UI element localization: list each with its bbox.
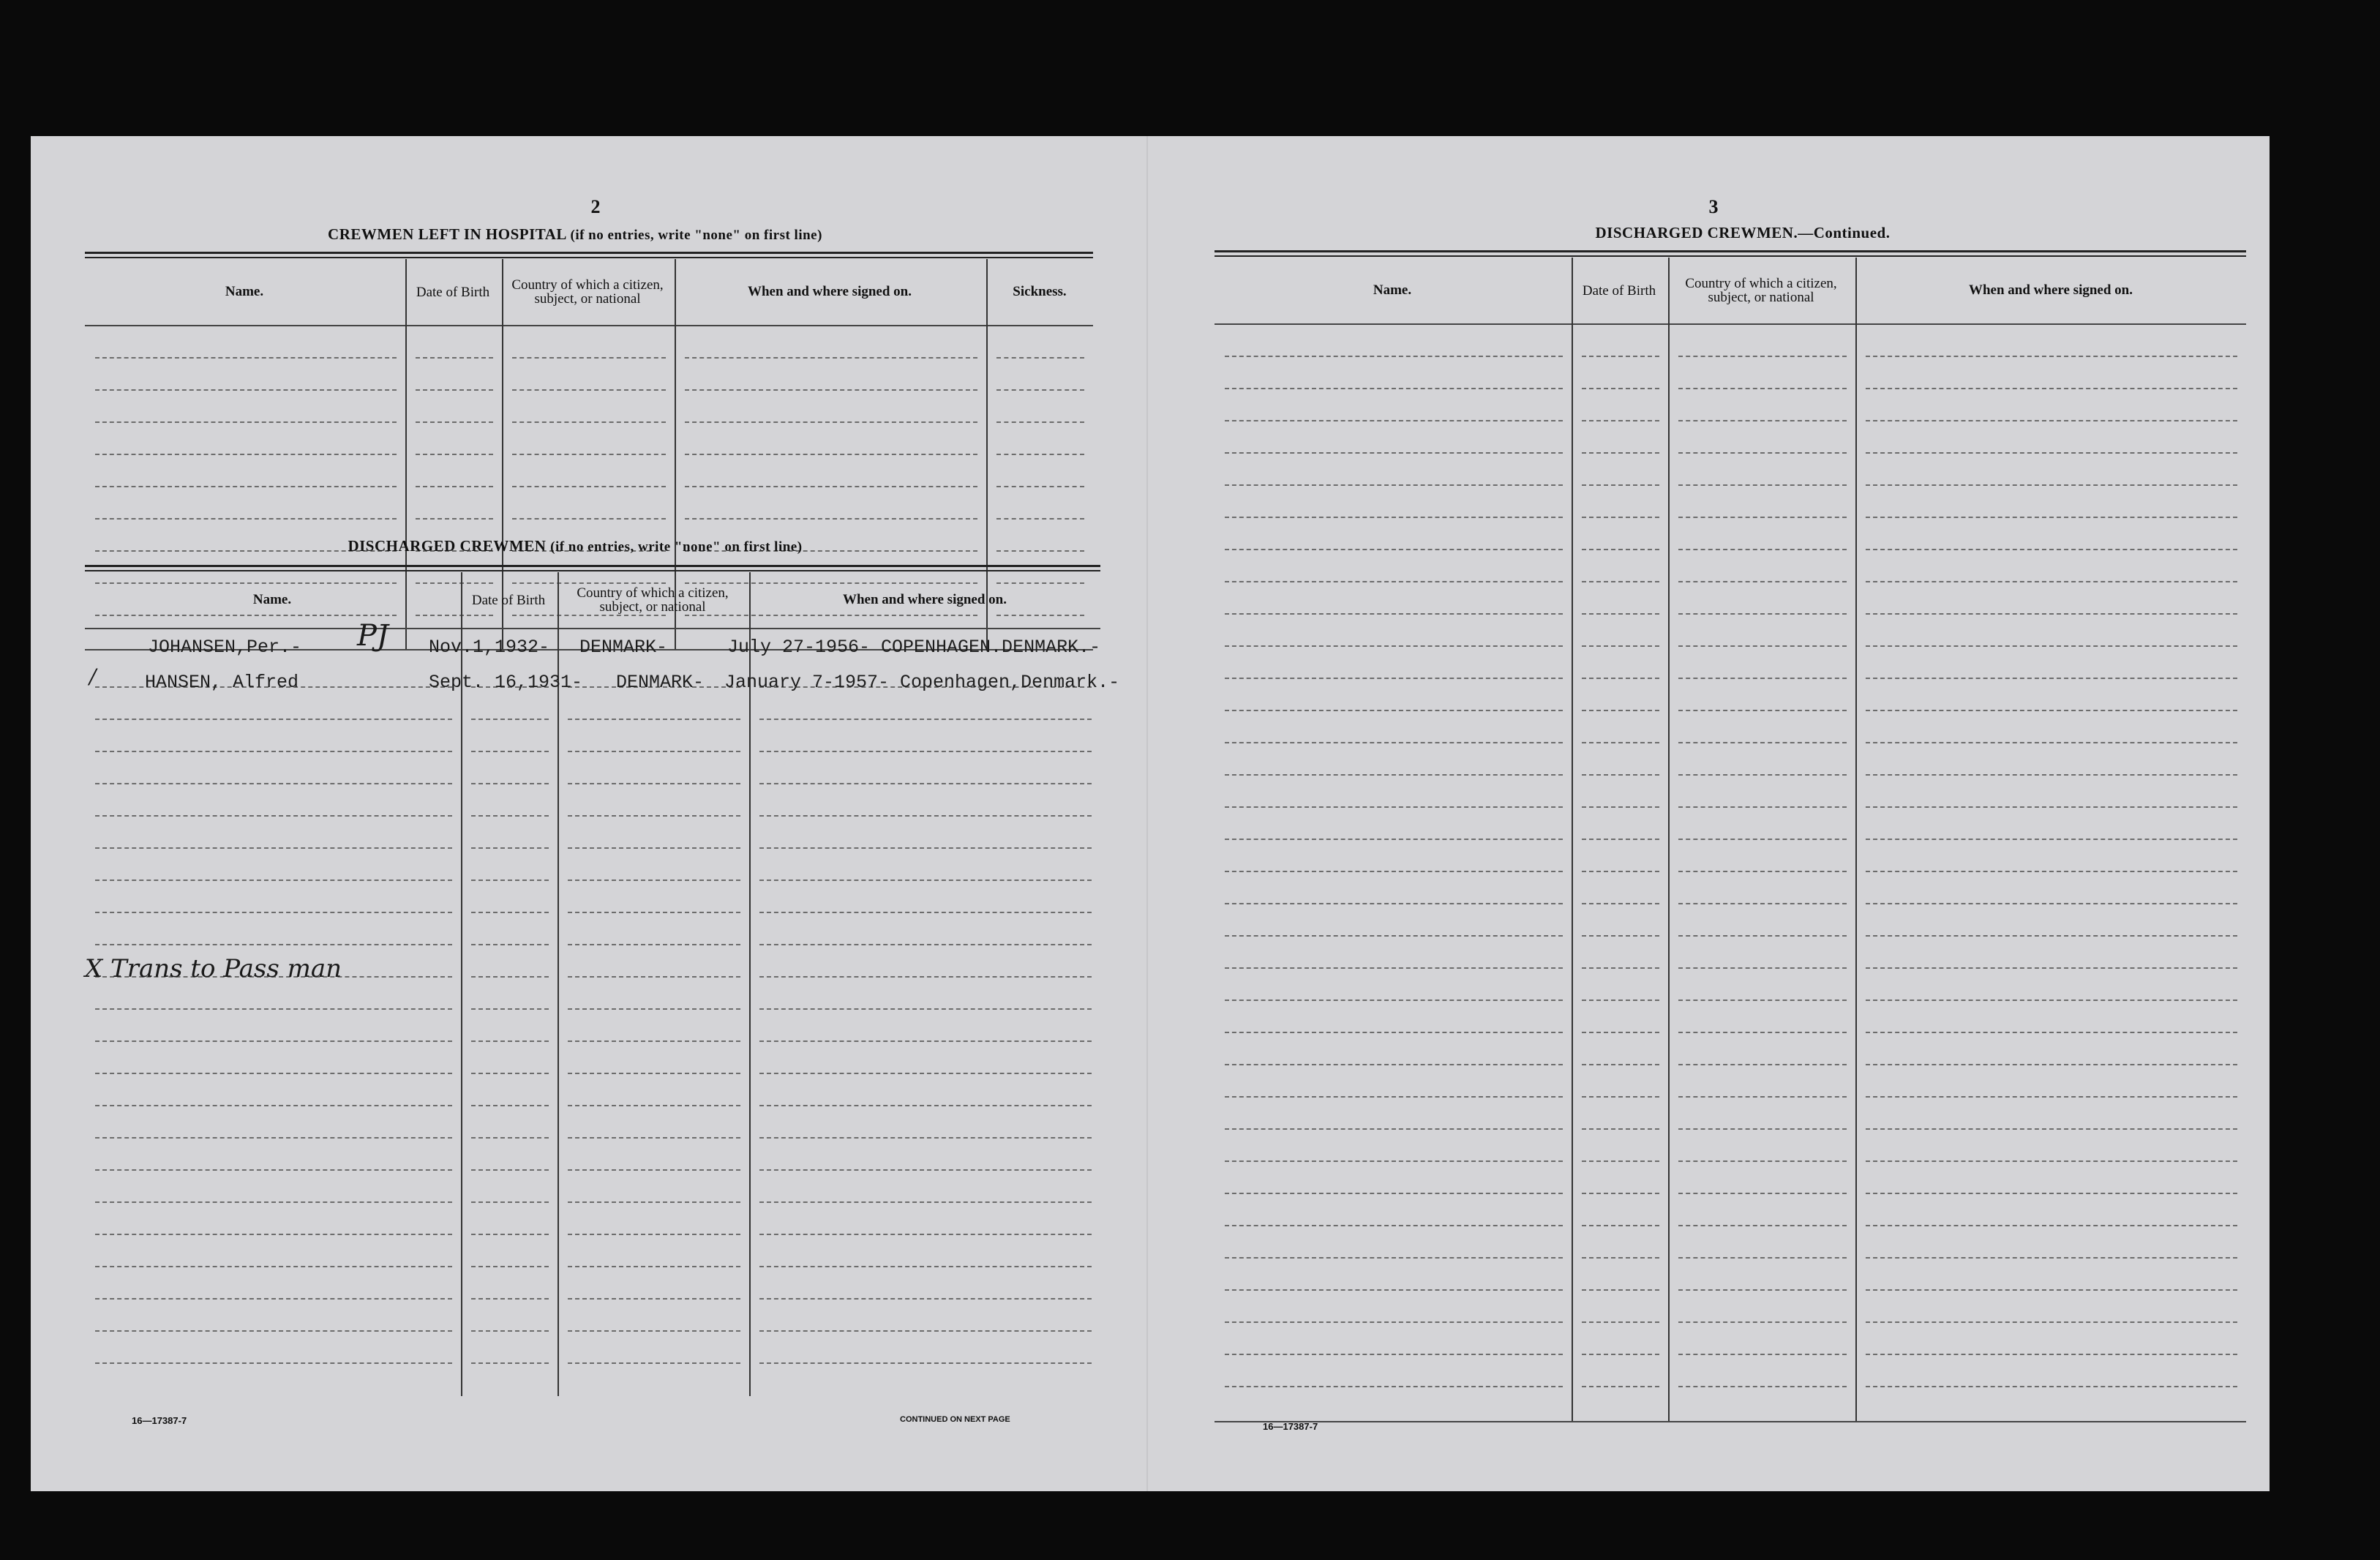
left-form-number: 16—17387-7 — [132, 1415, 187, 1426]
ruled-line — [95, 847, 452, 849]
ruled-line — [1678, 1193, 1847, 1194]
ruled-line — [471, 944, 549, 945]
right-col-country: Country of which a citizen, subject, or national — [1685, 276, 1837, 305]
ruled-line — [759, 1105, 1092, 1106]
ruled-line — [1678, 742, 1847, 743]
ruled-line — [1225, 1128, 1563, 1130]
document-sheet — [31, 136, 2270, 1491]
column-divider — [1855, 258, 1857, 1421]
ruled-line — [685, 486, 977, 487]
column-divider — [558, 572, 559, 1396]
ruled-line — [685, 389, 977, 391]
ruled-line — [1582, 1032, 1659, 1033]
ruled-line — [95, 944, 452, 945]
ruled-line — [1866, 356, 2237, 357]
ruled-line — [1225, 388, 1563, 389]
ruled-line — [416, 454, 493, 455]
ruled-line — [416, 518, 493, 520]
ruled-line — [759, 751, 1092, 752]
ruled-line — [1225, 581, 1563, 582]
ruled-line — [1678, 1354, 1847, 1355]
ruled-line — [759, 1266, 1092, 1267]
discharged-col-dob: Date of Birth — [471, 592, 546, 608]
ruled-line — [1866, 549, 2237, 550]
ruled-line — [568, 1266, 740, 1267]
ruled-line — [1582, 678, 1659, 679]
ruled-line — [1582, 581, 1659, 582]
ruled-line — [471, 815, 549, 817]
ruled-line — [1225, 967, 1563, 969]
ruled-line — [1866, 1128, 2237, 1130]
ruled-line — [1582, 1096, 1659, 1098]
ruled-line — [95, 719, 452, 720]
ruled-line — [685, 421, 977, 423]
ruled-line — [512, 486, 666, 487]
ruled-line — [416, 486, 493, 487]
column-divider — [1668, 258, 1670, 1421]
ruled-line — [95, 815, 452, 817]
ruled-line — [1225, 645, 1563, 647]
ruled-line — [759, 1008, 1092, 1010]
ruled-line — [1582, 517, 1659, 518]
ruled-line — [568, 1330, 740, 1332]
ruled-line — [95, 486, 397, 487]
ruled-line — [1225, 839, 1563, 840]
ruled-line — [996, 486, 1084, 487]
ruled-line — [568, 1234, 740, 1235]
ruled-line — [1225, 903, 1563, 904]
ruled-line — [95, 912, 452, 913]
ruled-line — [1866, 839, 2237, 840]
ruled-line — [759, 880, 1092, 881]
ruled-line — [471, 1234, 549, 1235]
ruled-line — [568, 751, 740, 752]
ruled-line — [1866, 806, 2237, 808]
ruled-line — [568, 880, 740, 881]
ruled-line — [1225, 517, 1563, 518]
ruled-line — [1582, 1225, 1659, 1226]
discharged-col-signed-on: When and where signed on. — [842, 592, 1007, 607]
ruled-line — [95, 1040, 452, 1042]
ruled-line — [759, 815, 1092, 817]
ruled-line — [95, 1073, 452, 1074]
ruled-line — [1866, 967, 2237, 969]
handwritten-initials: PJ — [357, 619, 388, 653]
ruled-line — [95, 1298, 452, 1300]
ruled-line — [1225, 710, 1563, 711]
ruled-line — [759, 944, 1092, 945]
ruled-line — [568, 1073, 740, 1074]
ruled-line — [1866, 903, 2237, 904]
ruled-line — [1225, 356, 1563, 357]
ruled-line — [1582, 871, 1659, 872]
ruled-line — [759, 1330, 1092, 1332]
ruled-line — [512, 454, 666, 455]
ruled-line — [1582, 903, 1659, 904]
ruled-line — [759, 719, 1092, 720]
ruled-line — [1225, 420, 1563, 421]
continued-note: CONTINUED ON NEXT PAGE — [900, 1415, 1010, 1424]
ruled-line — [996, 421, 1084, 423]
ruled-line — [685, 454, 977, 455]
handwritten-note: X Trans to Pass man — [85, 954, 342, 983]
ruled-line — [1678, 1257, 1847, 1259]
ruled-line — [512, 518, 666, 520]
right-discharged-table — [1215, 250, 2246, 1424]
ruled-line — [95, 1234, 452, 1235]
ruled-line — [1866, 388, 2237, 389]
ruled-line — [1678, 1321, 1847, 1323]
ruled-line — [95, 389, 397, 391]
ruled-line — [471, 912, 549, 913]
ruled-line — [471, 847, 549, 849]
ruled-line — [996, 357, 1084, 359]
ruled-line — [1225, 1193, 1563, 1194]
ruled-line — [471, 1040, 549, 1042]
ruled-line — [568, 1105, 740, 1106]
ruled-line — [471, 1137, 549, 1139]
ruled-line — [1678, 388, 1847, 389]
ruled-line — [1225, 613, 1563, 615]
ruled-line — [996, 518, 1084, 520]
ruled-line — [1866, 1257, 2237, 1259]
ruled-line — [1582, 613, 1659, 615]
ruled-line — [1582, 1064, 1659, 1065]
row1-name: JOHANSEN,Per.- — [148, 637, 302, 658]
ruled-line — [1678, 935, 1847, 937]
row1-country: DENMARK- — [579, 637, 668, 658]
ruled-line — [759, 912, 1092, 913]
ruled-line — [568, 1298, 740, 1300]
ruled-line — [1866, 581, 2237, 582]
ruled-line — [568, 1169, 740, 1171]
left-page-number: 2 — [590, 196, 601, 217]
page-fold — [1146, 136, 1148, 1491]
ruled-line — [1866, 1160, 2237, 1162]
ruled-line — [1582, 1000, 1659, 1001]
ruled-line — [759, 783, 1092, 784]
ruled-line — [1582, 1160, 1659, 1162]
ruled-line — [512, 421, 666, 423]
ruled-line — [1582, 1386, 1659, 1387]
ruled-line — [568, 1137, 740, 1139]
ruled-line — [95, 1266, 452, 1267]
ruled-line — [95, 1169, 452, 1171]
ruled-line — [416, 421, 493, 423]
ruled-line — [1866, 1386, 2237, 1387]
hospital-instruction: (if no entries, write "none" on first line) — [570, 228, 822, 243]
ruled-line — [1866, 1193, 2237, 1194]
ruled-line — [1582, 645, 1659, 647]
ruled-line — [1678, 581, 1847, 582]
ruled-line — [1225, 484, 1563, 486]
right-col-dob: Date of Birth — [1582, 282, 1656, 299]
ruled-line — [1225, 935, 1563, 937]
ruled-line — [759, 1169, 1092, 1171]
ruled-line — [95, 454, 397, 455]
hospital-col-signed-on: When and where signed on. — [747, 284, 912, 299]
ruled-line — [1225, 1000, 1563, 1001]
ruled-line — [471, 1266, 549, 1267]
ruled-line — [1866, 452, 2237, 454]
ruled-line — [1678, 452, 1847, 454]
ruled-line — [568, 1362, 740, 1364]
ruled-line — [1678, 1289, 1847, 1291]
ruled-line — [568, 1040, 740, 1042]
ruled-line — [1582, 742, 1659, 743]
ruled-line — [1866, 420, 2237, 421]
ruled-line — [1678, 1225, 1847, 1226]
ruled-line — [759, 1298, 1092, 1300]
ruled-line — [1582, 452, 1659, 454]
ruled-line — [471, 1073, 549, 1074]
ruled-line — [759, 976, 1092, 978]
ruled-line — [759, 1234, 1092, 1235]
hospital-heading — [85, 225, 1065, 244]
ruled-line — [568, 847, 740, 849]
ruled-line — [471, 1330, 549, 1332]
ruled-line — [1678, 774, 1847, 776]
ruled-line — [416, 357, 493, 359]
column-divider — [461, 572, 462, 1396]
ruled-line — [1225, 1386, 1563, 1387]
hospital-title: CREWMEN LEFT IN HOSPITAL — [328, 225, 566, 243]
ruled-line — [1582, 356, 1659, 357]
ruled-line — [1678, 549, 1847, 550]
ruled-line — [1866, 1096, 2237, 1098]
ruled-line — [95, 751, 452, 752]
ruled-line — [1582, 484, 1659, 486]
ruled-line — [568, 783, 740, 784]
ruled-line — [1866, 935, 2237, 937]
ruled-line — [1866, 1321, 2237, 1323]
ruled-line — [471, 1105, 549, 1106]
ruled-line — [1866, 645, 2237, 647]
ruled-line — [1225, 1160, 1563, 1162]
right-col-signed-on: When and where signed on. — [1968, 282, 2133, 298]
ruled-line — [1678, 967, 1847, 969]
ruled-line — [471, 1008, 549, 1010]
ruled-line — [759, 1137, 1092, 1139]
right-form-number: 16—17387-7 — [1263, 1421, 1318, 1432]
column-divider — [749, 572, 751, 1396]
ruled-line — [1866, 484, 2237, 486]
ruled-line — [1225, 452, 1563, 454]
ruled-line — [1582, 806, 1659, 808]
ruled-line — [1678, 484, 1847, 486]
discharged-instruction: (if no entries, write "none" on first line) — [550, 539, 803, 555]
ruled-line — [1678, 1064, 1847, 1065]
ruled-line — [95, 783, 452, 784]
right-page-number: 3 — [1708, 196, 1719, 217]
ruled-line — [996, 454, 1084, 455]
ruled-line — [95, 1201, 452, 1203]
ruled-line — [568, 912, 740, 913]
right-heading: DISCHARGED CREWMEN.—Continued. — [1595, 224, 1891, 241]
ruled-line — [568, 1008, 740, 1010]
ruled-line — [1225, 742, 1563, 743]
ruled-line — [1678, 710, 1847, 711]
ruled-line — [1678, 1128, 1847, 1130]
row2-country: DENMARK- — [616, 672, 705, 693]
ruled-line — [1866, 1289, 2237, 1291]
right-col-name: Name. — [1373, 282, 1412, 298]
column-divider — [1572, 258, 1573, 1421]
ruled-line — [685, 518, 977, 520]
ruled-line — [1582, 774, 1659, 776]
ruled-line — [568, 815, 740, 817]
ruled-line — [1225, 678, 1563, 679]
ruled-line — [1582, 710, 1659, 711]
ruled-line — [996, 389, 1084, 391]
ruled-line — [1225, 1032, 1563, 1033]
ruled-line — [1678, 1096, 1847, 1098]
ruled-line — [512, 389, 666, 391]
ruled-line — [568, 944, 740, 945]
ruled-line — [1678, 613, 1847, 615]
row2-name: HANSEN, Alfred — [145, 672, 299, 693]
hospital-col-country: Country of which a citizen, subject, or national — [511, 277, 664, 307]
ruled-line — [95, 880, 452, 881]
ruled-line — [1866, 613, 2237, 615]
ruled-line — [1866, 1032, 2237, 1033]
ruled-line — [1678, 517, 1847, 518]
ruled-line — [1225, 1225, 1563, 1226]
ruled-line — [1866, 1354, 2237, 1355]
ruled-line — [95, 1008, 452, 1010]
hospital-col-dob: Date of Birth — [416, 284, 490, 300]
ruled-line — [471, 1362, 549, 1364]
ruled-line — [1582, 1354, 1659, 1355]
ruled-line — [1225, 1096, 1563, 1098]
ruled-line — [759, 847, 1092, 849]
ruled-line — [471, 1298, 549, 1300]
ruled-line — [1582, 388, 1659, 389]
ruled-line — [1678, 1000, 1847, 1001]
hospital-col-sickness: Sickness. — [1013, 284, 1067, 299]
ruled-line — [759, 1073, 1092, 1074]
ruled-line — [759, 1362, 1092, 1364]
ruled-line — [471, 751, 549, 752]
ruled-line — [471, 1201, 549, 1203]
ruled-line — [1225, 1289, 1563, 1291]
hospital-col-name: Name. — [225, 284, 264, 299]
ruled-line — [1866, 871, 2237, 872]
ruled-line — [1678, 871, 1847, 872]
ruled-line — [685, 357, 977, 359]
ruled-line — [1582, 1321, 1659, 1323]
ruled-line — [1678, 645, 1847, 647]
ruled-line — [1678, 420, 1847, 421]
ruled-line — [759, 1040, 1092, 1042]
ruled-line — [95, 1330, 452, 1332]
ruled-line — [95, 1105, 452, 1106]
ruled-line — [1866, 1225, 2237, 1226]
ruled-line — [416, 389, 493, 391]
ruled-line — [1866, 1000, 2237, 1001]
ruled-line — [1678, 903, 1847, 904]
ruled-line — [471, 783, 549, 784]
ruled-line — [1225, 871, 1563, 872]
ruled-line — [1582, 1193, 1659, 1194]
ruled-line — [1678, 839, 1847, 840]
discharged-col-name: Name. — [252, 592, 292, 607]
ruled-line — [1678, 1386, 1847, 1387]
ruled-line — [1225, 1064, 1563, 1065]
ruled-line — [95, 518, 397, 520]
ruled-line — [759, 1201, 1092, 1203]
ruled-line — [1225, 1257, 1563, 1259]
ruled-line — [568, 1201, 740, 1203]
ruled-line — [1678, 806, 1847, 808]
ruled-line — [1582, 839, 1659, 840]
ruled-line — [1866, 517, 2237, 518]
ruled-line — [1225, 1354, 1563, 1355]
ruled-line — [1866, 1064, 2237, 1065]
ruled-line — [1678, 678, 1847, 679]
ruled-line — [1582, 420, 1659, 421]
row2-mark: / — [89, 664, 97, 689]
ruled-line — [1866, 742, 2237, 743]
ruled-line — [1866, 710, 2237, 711]
row2-dob: Sept. 16,1931- — [429, 672, 583, 693]
row1-dob: Nov.1,1932- — [429, 637, 550, 658]
discharged-heading — [85, 537, 1065, 555]
ruled-line — [471, 880, 549, 881]
ruled-line — [1225, 806, 1563, 808]
ruled-line — [1582, 549, 1659, 550]
discharged-col-country: Country of which a citizen, subject, or national — [577, 585, 729, 615]
ruled-line — [471, 719, 549, 720]
ruled-line — [1678, 1160, 1847, 1162]
ruled-line — [1225, 1321, 1563, 1323]
row2-signed-on: January 7-1957- Copenhagen,Denmark.- — [724, 672, 1120, 693]
ruled-line — [471, 1169, 549, 1171]
discharged-title: DISCHARGED CREWMEN — [348, 537, 547, 555]
ruled-line — [1225, 774, 1563, 776]
ruled-line — [1866, 774, 2237, 776]
ruled-line — [1582, 935, 1659, 937]
row1-signed-on: July 27-1956- COPENHAGEN.DENMARK.- — [727, 637, 1101, 658]
ruled-line — [471, 976, 549, 978]
ruled-line — [1866, 678, 2237, 679]
ruled-line — [568, 976, 740, 978]
ruled-line — [95, 357, 397, 359]
ruled-line — [95, 1362, 452, 1364]
ruled-line — [1225, 549, 1563, 550]
ruled-line — [512, 357, 666, 359]
ruled-line — [1582, 1128, 1659, 1130]
ruled-line — [1678, 356, 1847, 357]
ruled-line — [1582, 967, 1659, 969]
ruled-line — [95, 421, 397, 423]
ruled-line — [1678, 1032, 1847, 1033]
ruled-line — [95, 1137, 452, 1139]
ruled-line — [1582, 1289, 1659, 1291]
ruled-line — [568, 719, 740, 720]
ruled-line — [1582, 1257, 1659, 1259]
